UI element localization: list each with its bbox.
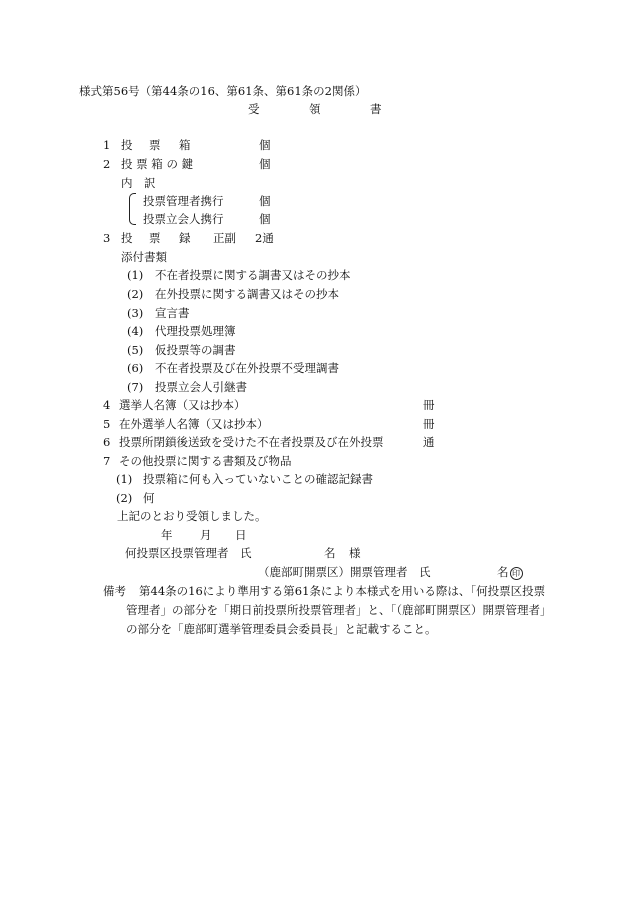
item-4-text: 選挙人名簿（又は抄本） <box>119 398 246 412</box>
item-7-number: 7 <box>103 454 111 468</box>
closing-statement: 上記のとおり受領しました。 <box>117 509 267 523</box>
item-5-unit: 冊 <box>423 417 435 431</box>
form-id: 様式第56号（第44条の16、第61条、第61条の2関係） <box>79 84 367 98</box>
doc-title-char-2: 領 <box>309 102 321 116</box>
attached-doc-4-text: 代理投票処理簿 <box>155 324 236 338</box>
other-item-2-number: (2) <box>116 491 133 505</box>
item-1-unit: 個 <box>259 138 271 152</box>
item-2-unit: 個 <box>259 157 271 171</box>
item-4-unit: 冊 <box>423 398 435 412</box>
seal-mark-icon: 印 <box>510 567 523 580</box>
date-year: 年 <box>161 528 173 542</box>
attached-doc-1-text: 不在者投票に関する調書又はその抄本 <box>155 268 351 282</box>
item-3-label-char-1: 投 <box>121 231 133 245</box>
item-1-label-char-1: 投 <box>121 138 133 152</box>
breakdown-brace <box>129 193 136 225</box>
item-3-label-char-3: 録 <box>179 231 191 245</box>
item-1-label-char-2: 票 <box>149 138 161 152</box>
note-line-2: 管理者」の部分を「期日前投票所投票管理者」と、「（鹿部町開票区）開票管理者」 <box>126 603 552 617</box>
other-item-2-text: 何 <box>143 491 155 505</box>
attached-doc-6-text: 不在者投票及び在外投票不受理調書 <box>155 361 339 375</box>
addressee-name-char: 名 <box>324 546 336 560</box>
issuer-name-char: 名 印 <box>497 565 523 580</box>
item-3-count: 2通 <box>255 231 274 245</box>
item-6-number: 6 <box>103 435 111 449</box>
attached-doc-7-number: (7) <box>127 380 144 394</box>
breakdown-item-1-unit: 個 <box>259 194 271 208</box>
attached-doc-3-text: 宣言書 <box>155 306 190 320</box>
doc-title-char-3: 書 <box>370 102 382 116</box>
issuer-title: （鹿部町開票区）開票管理者 氏 <box>258 565 431 579</box>
breakdown-item-2-unit: 個 <box>259 212 271 226</box>
item-2-label: 投 票 箱 の 鍵 <box>121 157 194 171</box>
item-3-number: 3 <box>103 231 111 245</box>
note-line-3: の部分を「鹿部町選挙管理委員会委員長」と記載すること。 <box>126 622 437 636</box>
attached-doc-2-number: (2) <box>127 287 144 301</box>
date-month: 月 <box>200 528 212 542</box>
item-3-copies: 正副 <box>213 231 236 245</box>
other-item-1-text: 投票箱に何も入っていないことの確認記録書 <box>143 472 373 486</box>
addressee-honorific: 様 <box>349 546 361 560</box>
item-5-text: 在外選挙人名簿（又は抄本） <box>119 417 269 431</box>
item-5-number: 5 <box>103 417 111 431</box>
item-1-label-char-3: 箱 <box>179 138 191 152</box>
date-day: 日 <box>235 528 247 542</box>
attached-doc-2-text: 在外投票に関する調書又はその抄本 <box>155 287 339 301</box>
item-6-text: 投票所閉鎖後送致を受けた不在者投票及び在外投票 <box>119 435 384 449</box>
breakdown-label: 内 訳 <box>121 176 156 190</box>
attached-doc-1-number: (1) <box>127 268 144 282</box>
doc-title-char-1: 受 <box>248 102 260 116</box>
attached-doc-6-number: (6) <box>127 361 144 375</box>
item-1-number: 1 <box>103 138 111 152</box>
breakdown-item-1-label: 投票管理者携行 <box>143 194 224 208</box>
attached-doc-3-number: (3) <box>127 306 144 320</box>
note-label: 備考 <box>103 584 126 598</box>
other-item-1-number: (1) <box>116 472 133 486</box>
item-3-label-char-2: 票 <box>149 231 161 245</box>
attached-docs-label: 添付書類 <box>121 250 167 264</box>
item-6-unit: 通 <box>423 435 435 449</box>
note-line-1: 第44条の16により準用する第61条により本様式を用いる際は、「何投票区投票 <box>139 584 546 598</box>
attached-doc-5-number: (5) <box>127 343 144 357</box>
attached-doc-4-number: (4) <box>127 324 144 338</box>
attached-doc-7-text: 投票立会人引継書 <box>155 380 247 394</box>
item-7-text: その他投票に関する書類及び物品 <box>119 454 292 468</box>
item-4-number: 4 <box>103 398 111 412</box>
addressee-title: 何投票区投票管理者 氏 <box>125 546 252 560</box>
attached-doc-5-text: 仮投票等の調書 <box>155 343 236 357</box>
breakdown-item-2-label: 投票立会人携行 <box>143 212 224 226</box>
item-2-number: 2 <box>103 157 111 171</box>
